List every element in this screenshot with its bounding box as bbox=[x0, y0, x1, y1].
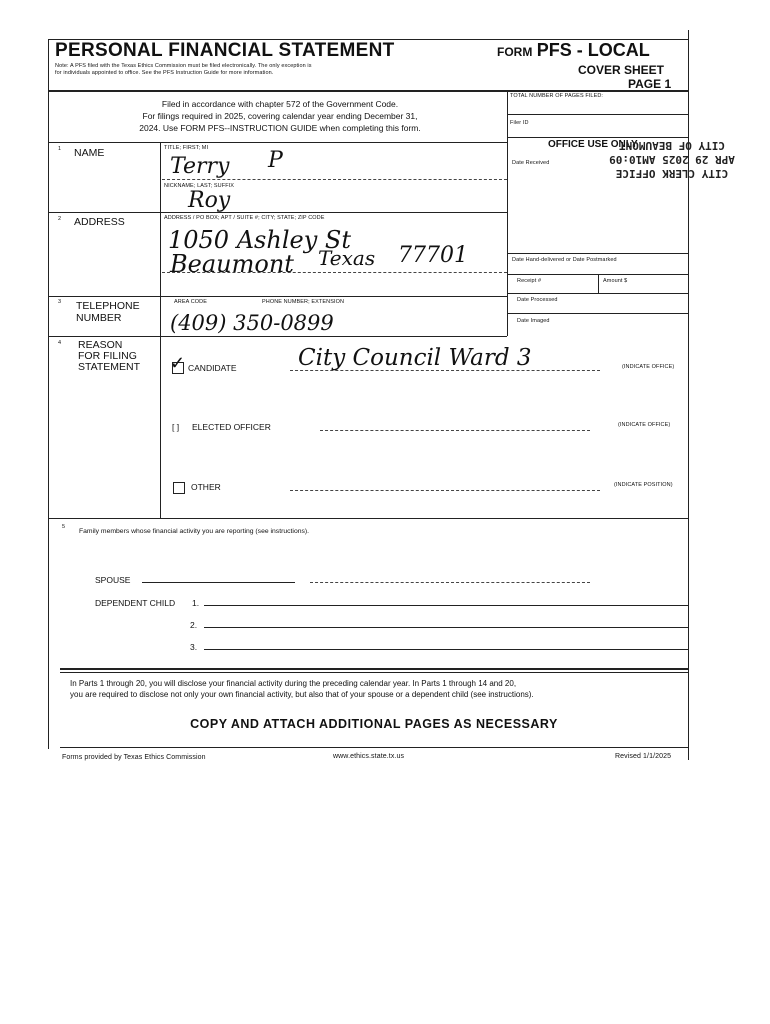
processed-rule bbox=[507, 293, 688, 294]
address-zip-value: 77701 bbox=[398, 243, 468, 268]
received-stamp bbox=[582, 138, 762, 180]
spouse-rule bbox=[142, 582, 295, 583]
label-column-divider bbox=[160, 142, 161, 518]
spouse-label: SPOUSE bbox=[95, 575, 131, 585]
reason-label-line1: REASON bbox=[78, 339, 123, 351]
middle-initial-value: P bbox=[268, 148, 283, 173]
intro-bottom-rule bbox=[48, 142, 507, 143]
family-section-number: 5 bbox=[62, 524, 66, 530]
reason-label-line3: STATEMENT bbox=[78, 361, 141, 373]
reason-bottom-rule bbox=[48, 518, 688, 519]
phone-extension-label: PHONE NUMBER; EXTENSION bbox=[262, 299, 345, 305]
candidate-checkmark: ✓ bbox=[170, 353, 186, 374]
first-name-rule bbox=[162, 179, 507, 180]
right-box-divider bbox=[507, 90, 508, 336]
other-label: OTHER bbox=[191, 482, 221, 492]
office-use-label: OFFICE USE ONLY bbox=[548, 139, 638, 150]
child-1-rule bbox=[204, 605, 689, 606]
candidate-office-value: City Council Ward 3 bbox=[298, 345, 532, 371]
date-hand-label: Date Hand-delivered or Date Postmarked bbox=[512, 257, 617, 263]
family-bottom-rule-2 bbox=[60, 672, 688, 673]
other-position-rule bbox=[290, 490, 600, 491]
indicate-office-label-2: (INDICATE OFFICE) bbox=[618, 422, 671, 428]
telephone-section-number: 3 bbox=[58, 299, 62, 305]
form-title: PERSONAL FINANCIAL STATEMENT bbox=[55, 40, 395, 61]
elected-office-rule bbox=[320, 430, 590, 431]
address-section-number: 2 bbox=[58, 216, 62, 222]
spouse-rule-right bbox=[310, 582, 590, 583]
area-code-label: AREA CODE bbox=[174, 299, 207, 305]
total-pages-rule bbox=[507, 114, 688, 115]
page-number: PAGE 1 bbox=[628, 77, 672, 91]
filer-id-label: Filer ID bbox=[510, 120, 529, 126]
receipt-label: Receipt # bbox=[517, 278, 542, 284]
copy-attach-notice: COPY AND ATTACH ADDITIONAL PAGES AS NECESSARY bbox=[190, 717, 558, 731]
phone-value: (409) 350-0899 bbox=[170, 311, 334, 335]
page-left-border bbox=[48, 39, 49, 749]
form-name: PFS - LOCAL bbox=[536, 40, 650, 60]
address-city-value: Beaumont bbox=[170, 250, 294, 278]
footer-revised: Revised 1/1/2025 bbox=[615, 753, 672, 760]
stamp-line-2: APR 29 2025 AM10:09 bbox=[609, 153, 735, 166]
date-processed-label: Date Processed bbox=[517, 297, 558, 303]
footer-rule bbox=[60, 747, 688, 748]
family-bottom-rule bbox=[60, 668, 688, 670]
receipt-amount-divider bbox=[598, 274, 599, 293]
address-rule bbox=[162, 272, 507, 273]
footer-website[interactable]: www.ethics.state.tx.us bbox=[333, 753, 405, 760]
address-bottom-rule bbox=[48, 296, 507, 297]
address-line1-value: 1050 Ashley St bbox=[168, 226, 351, 254]
total-pages-label: TOTAL NUMBER OF PAGES FILED: bbox=[510, 93, 604, 99]
form-id-block bbox=[497, 40, 650, 61]
first-name-value: Terry bbox=[170, 154, 230, 179]
name-label: NAME bbox=[74, 147, 105, 159]
nickname-last-label: NICKNAME; LAST; SUFFIX bbox=[164, 183, 235, 189]
telephone-label-line1: TELEPHONE bbox=[76, 300, 140, 312]
header-bottom-rule bbox=[48, 90, 688, 92]
form-prefix: FORM bbox=[497, 45, 533, 59]
child-2-rule bbox=[204, 627, 689, 628]
imaged-rule bbox=[507, 313, 688, 314]
address-label: ADDRESS bbox=[74, 216, 125, 228]
address-field-label: ADDRESS / PO BOX; APT / SUITE #; CITY; STATE; ZIP CODE bbox=[164, 215, 325, 221]
intro-line1: Filed in accordance with chapter 572 of the Government Code. bbox=[161, 99, 399, 109]
child-2-number: 2. bbox=[190, 620, 198, 630]
date-hand-rule bbox=[507, 253, 688, 254]
disclosure-line2: you are required to disclose not only your own financial activity, but also that of your spouse or a dependent child (see instructions). bbox=[70, 690, 534, 699]
intro-line3: 2024. Use FORM PFS--INSTRUCTION GUIDE when completing this form. bbox=[139, 123, 421, 133]
telephone-bottom-rule bbox=[48, 336, 507, 337]
elected-checkbox[interactable]: [ ] bbox=[172, 422, 180, 432]
reason-label-line2: FOR FILING bbox=[78, 350, 137, 362]
child-3-number: 3. bbox=[190, 642, 198, 652]
disclosure-line1: In Parts 1 through 20, you will disclose your financial activity during the preceding calendar year. In Parts 1 through 14 and 20, bbox=[70, 679, 517, 688]
form-note-line2: for individuals appointed to office. See the PFS Instruction Guide for more information. bbox=[55, 70, 274, 76]
indicate-position-label: (INDICATE POSITION) bbox=[614, 482, 673, 488]
stamp-line-1: CITY CLERK OFFICE bbox=[615, 167, 729, 180]
family-intro: Family members whose financial activity you are reporting (see instructions). bbox=[79, 528, 310, 535]
stamp-line-3: CITY OF BEAUMONT bbox=[619, 139, 725, 152]
intro-line2: For filings required in 2025, covering calendar year ending December 31, bbox=[142, 111, 418, 121]
elected-officer-label: ELECTED OFFICER bbox=[192, 422, 271, 432]
footer-provided-by: Forms provided by Texas Ethics Commission bbox=[62, 754, 206, 761]
date-received-label: Date Received bbox=[512, 160, 550, 166]
telephone-label-line2: NUMBER bbox=[76, 312, 122, 324]
name-bottom-rule bbox=[48, 212, 507, 213]
dependent-child-label: DEPENDENT CHILD bbox=[95, 598, 176, 608]
name-section-number: 1 bbox=[58, 146, 62, 152]
other-checkbox[interactable] bbox=[173, 482, 185, 494]
child-1-number: 1. bbox=[192, 598, 200, 608]
date-imaged-label: Date Imaged bbox=[517, 318, 550, 324]
reason-section-number: 4 bbox=[58, 340, 62, 346]
last-name-value: Roy bbox=[188, 188, 231, 213]
amount-label: Amount $ bbox=[603, 278, 628, 284]
indicate-office-label: (INDICATE OFFICE) bbox=[622, 364, 675, 370]
address-state-value: Texas bbox=[318, 246, 376, 270]
cover-sheet-label: COVER SHEET bbox=[578, 63, 665, 77]
candidate-office-rule bbox=[290, 370, 600, 371]
candidate-label: CANDIDATE bbox=[188, 363, 237, 373]
child-3-rule bbox=[204, 649, 689, 650]
title-first-mi-label: TITLE; FIRST; MI bbox=[164, 145, 209, 151]
form-note-line1: Note: A PFS filed with the Texas Ethics Commission must be filed electronically. The only exception is bbox=[55, 63, 312, 69]
